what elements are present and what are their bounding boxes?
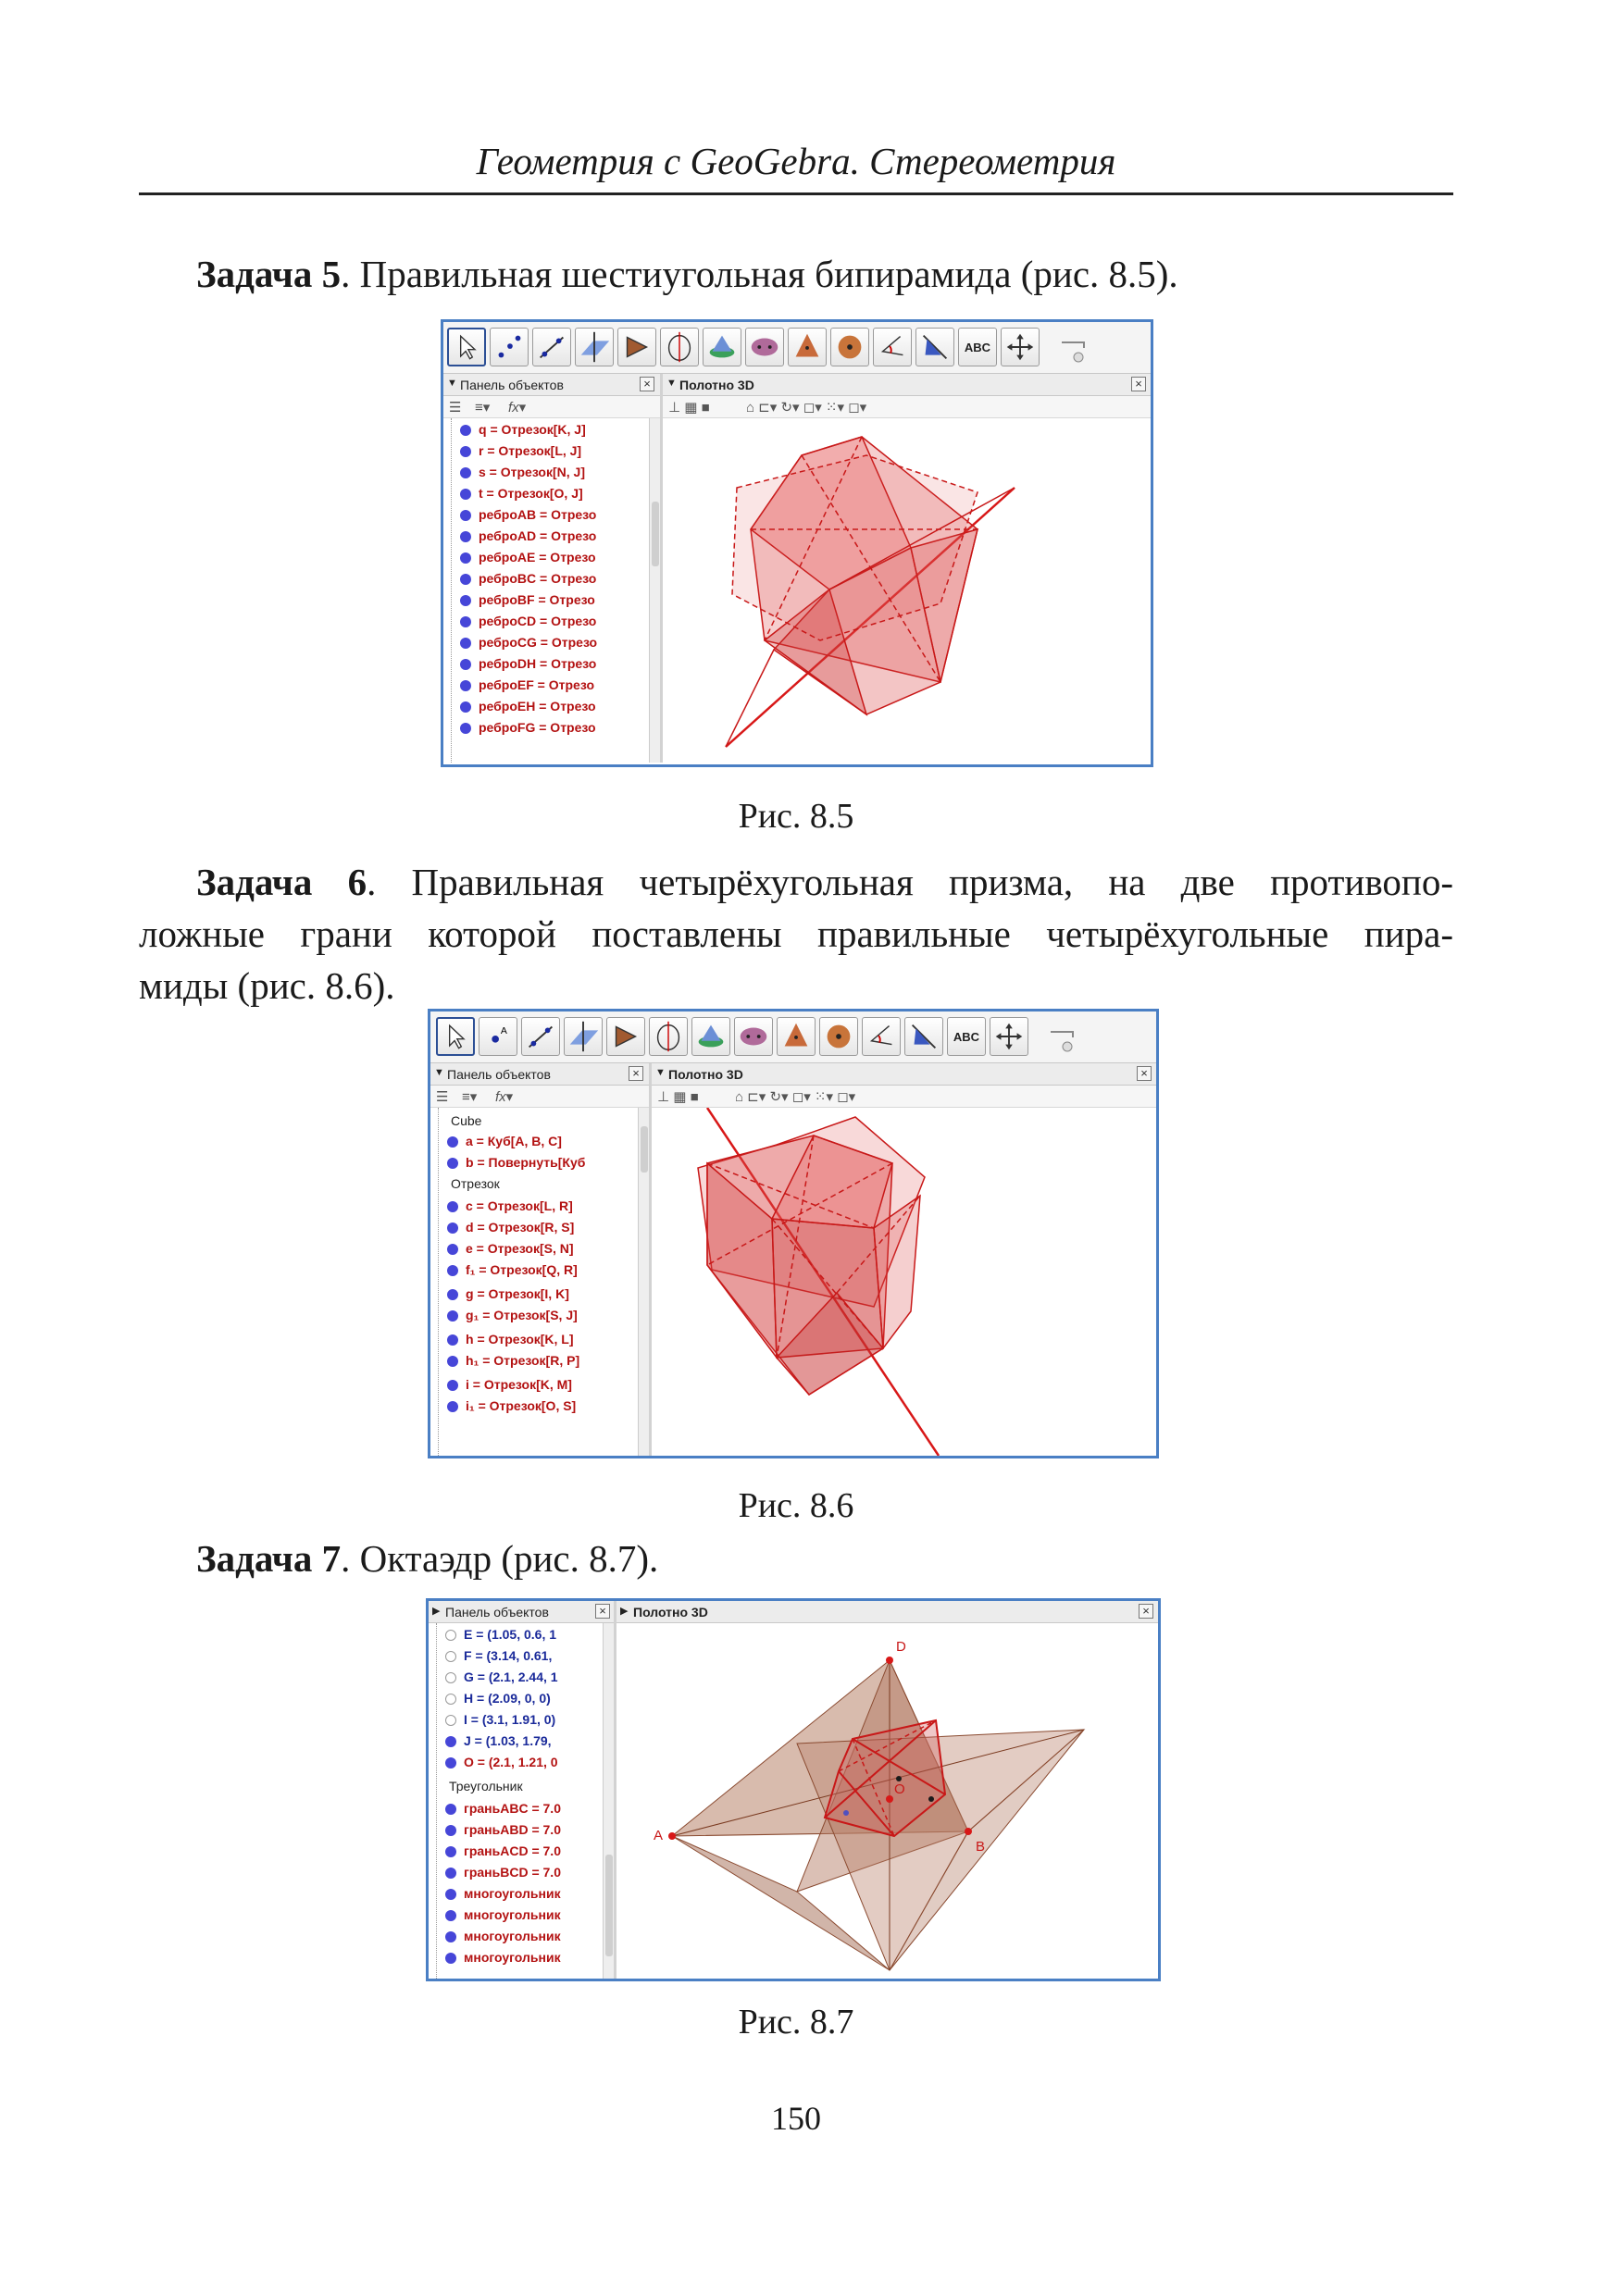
algebra-list: q = Отрезок[K, J] r = Отрезок[L, J] s = Отрезок[N, J] t = Отрезок[O, J] реброAB = Отрезо реброAD = Отрезо реброAE = Отрезо реброBC = Отрезо реброBF = Отрезо реброCD = Отрезо реброCG = Отрезо реброDH = Отрезо реброEF = Отрезо реброEH = Отрезо реброFG = Отрезо: [443, 418, 660, 763]
pyramid-tool-icon[interactable]: [788, 328, 827, 366]
caption-fig-8-7: Рис. 8.7: [738, 2003, 854, 2042]
algebra-scrollbar[interactable]: [603, 1623, 614, 1980]
point-label-b: B: [976, 1839, 986, 1855]
canvas3d-header: ▼ Полотно 3D ×: [663, 374, 1153, 396]
point-label-a: A: [654, 1828, 664, 1843]
group-header[interactable]: Треугольник: [449, 1779, 523, 1793]
polygon-tool-icon[interactable]: [617, 328, 656, 366]
reflect-tool-icon[interactable]: [904, 1017, 943, 1056]
figure-8-6-window: [428, 1009, 1159, 1458]
algebra-list: E = (1.05, 0.6, 1 F = (3.14, 0.61, G = (2.1, 2.44, 1 H = (2.09, 0, 0) I = (3.1, 1.91, 0) J = (1.03, 1.79, O = (2.1, 1.21, 0 Треугольник граньABC = 7.0 граньABD = 7.0 граньACD = 7.0 граньBCD = 7.0 многоугольник многоугольник многоугольник многоугольник: [429, 1623, 614, 1980]
caption-fig-8-5: Рис. 8.5: [738, 797, 854, 836]
task-5-text: . Правильная шестиугольная бипирамида (рис. 8.5).: [341, 253, 1178, 295]
algebra-style-bar: [443, 396, 660, 418]
circle-axis-tool-icon[interactable]: [660, 328, 699, 366]
collapse-triangle-icon[interactable]: ▶: [432, 1606, 441, 1617]
task-6-text-line2: ложные грани которой поставлены правильные четырёхугольные пира-: [139, 912, 1453, 955]
text-tool-icon[interactable]: [947, 1017, 986, 1056]
canvas3d-view[interactable]: [652, 1108, 1159, 1456]
net-tool-icon[interactable]: [734, 1017, 773, 1056]
fx-icon[interactable]: fx▾: [495, 1089, 514, 1105]
point-label-o: O: [894, 1781, 905, 1797]
undo-redo-icon[interactable]: [1056, 329, 1090, 366]
intersect-surfaces-tool-icon[interactable]: [691, 1017, 730, 1056]
page-number: 150: [771, 2100, 821, 2137]
sort-icon[interactable]: ☰: [449, 400, 462, 416]
svg-text:A: A: [500, 1026, 507, 1037]
collapse-triangle-icon[interactable]: ▼: [655, 1067, 666, 1078]
group-header[interactable]: Cube: [451, 1113, 482, 1128]
collapse-triangle-icon[interactable]: ▼: [666, 378, 677, 389]
point-label-d: D: [896, 1639, 906, 1655]
move-view-tool-icon[interactable]: [990, 1017, 1028, 1056]
algebra-panel-header: ▶ Панель объектов ×: [429, 1601, 614, 1623]
net-tool-icon[interactable]: [745, 328, 784, 366]
header-rule: [139, 192, 1453, 195]
canvas3d-header: ▶ Полотно 3D ×: [616, 1601, 1161, 1623]
algebra-scrollbar[interactable]: [649, 418, 660, 763]
task-6-text-line3: миды (рис. 8.6).: [139, 964, 395, 1007]
task-7-label: Задача 7: [196, 1537, 342, 1580]
line-tool-icon[interactable]: [521, 1017, 560, 1056]
algebra-style-bar: [430, 1086, 649, 1108]
perpendicular-tool-icon[interactable]: [575, 328, 614, 366]
task-5: [139, 248, 1453, 300]
octahedron-in-tetrahedra: [616, 1623, 1161, 1980]
algebra-panel-header: ▼ Панель объектов ×: [430, 1063, 649, 1086]
algebra-scrollbar[interactable]: [638, 1108, 649, 1456]
order-icon[interactable]: ≡▾: [475, 400, 491, 416]
canvas3d-style-bar: [663, 396, 1153, 418]
text-tool-icon[interactable]: [958, 328, 997, 366]
close-icon[interactable]: ×: [1137, 1066, 1152, 1081]
task-6: [139, 856, 1453, 1011]
toolbar: [430, 1011, 1156, 1063]
point-tool-icon[interactable]: [490, 328, 529, 366]
angle-tool-icon[interactable]: [862, 1017, 901, 1056]
figure-8-7-window: [426, 1598, 1161, 1981]
angle-tool-icon[interactable]: [873, 328, 912, 366]
circle-axis-tool-icon[interactable]: [649, 1017, 688, 1056]
running-header: Геометрия с GeoGebra. Стереометрия: [476, 140, 1116, 182]
point-tool-icon[interactable]: [479, 1017, 517, 1056]
fx-icon[interactable]: fx▾: [508, 400, 527, 416]
close-icon[interactable]: ×: [629, 1066, 643, 1081]
group-header[interactable]: Отрезок: [451, 1176, 500, 1191]
task-7-text: . Октаэдр (рис. 8.7).: [341, 1537, 659, 1580]
home-icon[interactable]: ⌂ ⊏▾ ↻▾ ◻▾ ⁙▾ ◻▾: [735, 1089, 856, 1105]
canvas3d-header: ▼ Полотно 3D ×: [652, 1063, 1159, 1086]
sphere-tool-icon[interactable]: [819, 1017, 858, 1056]
order-icon[interactable]: ≡▾: [462, 1089, 478, 1105]
polygon-tool-icon[interactable]: [606, 1017, 645, 1056]
task-6-text-line1: . Правильная четырёхугольная призма, на две противопо-: [367, 861, 1453, 903]
move-tool-icon[interactable]: [436, 1017, 475, 1056]
collapse-triangle-icon[interactable]: ▼: [434, 1067, 444, 1078]
undo-redo-icon[interactable]: [1045, 1019, 1078, 1056]
perpendicular-tool-icon[interactable]: [564, 1017, 603, 1056]
sort-icon[interactable]: ☰: [436, 1089, 449, 1105]
task-6-label: Задача 6: [196, 861, 367, 903]
task-5-label: Задача 5: [196, 253, 342, 295]
intersect-surfaces-tool-icon[interactable]: [703, 328, 741, 366]
close-icon[interactable]: ×: [1131, 377, 1146, 391]
figure-8-5-window: [441, 319, 1153, 767]
canvas3d-view[interactable]: [663, 418, 1153, 763]
home-icon[interactable]: ⌂ ⊏▾ ↻▾ ◻▾ ⁙▾ ◻▾: [746, 400, 867, 416]
pyramid-tool-icon[interactable]: [777, 1017, 816, 1056]
canvas3d-view[interactable]: [616, 1623, 1161, 1980]
move-tool-icon[interactable]: [447, 328, 486, 366]
move-view-tool-icon[interactable]: [1001, 328, 1040, 366]
close-icon[interactable]: ×: [640, 377, 654, 391]
close-icon[interactable]: ×: [1139, 1604, 1153, 1619]
sphere-tool-icon[interactable]: [830, 328, 869, 366]
toolbar: [443, 322, 1151, 374]
line-tool-icon[interactable]: [532, 328, 571, 366]
close-icon[interactable]: ×: [595, 1604, 610, 1619]
axes-icon[interactable]: ⊥ ▦ ■: [657, 1089, 699, 1105]
text-tool-label: ABC: [953, 1029, 980, 1044]
prism-with-pyramids: [652, 1108, 1159, 1456]
reflect-tool-icon[interactable]: [915, 328, 954, 366]
algebra-panel-header: ▼ Панель объектов ×: [443, 374, 660, 396]
collapse-triangle-icon[interactable]: ▶: [620, 1606, 629, 1617]
task-7: [139, 1533, 1453, 1584]
collapse-triangle-icon[interactable]: ▼: [447, 378, 457, 389]
caption-fig-8-6: Рис. 8.6: [738, 1486, 854, 1525]
hexagonal-bipyramid: [663, 418, 1153, 763]
canvas3d-style-bar: [652, 1086, 1159, 1108]
axes-icon[interactable]: ⊥ ▦ ■: [668, 400, 710, 416]
algebra-list: Cube a = Куб[A, B, C] b = Повернуть[Куб Отрезок c = Отрезок[L, R] d = Отрезок[R, S] e = Отрезок[S, N] f₁ = Отрезок[Q, R] g = Отрезок[I, K] g₁ = Отрезок[S, J] h = Отрезок[K, L] h₁ = Отрезок[R, P] i = Отрезок[K, M] i₁ = Отрезок[O, S]: [430, 1108, 649, 1456]
text-tool-label: ABC: [964, 340, 991, 354]
